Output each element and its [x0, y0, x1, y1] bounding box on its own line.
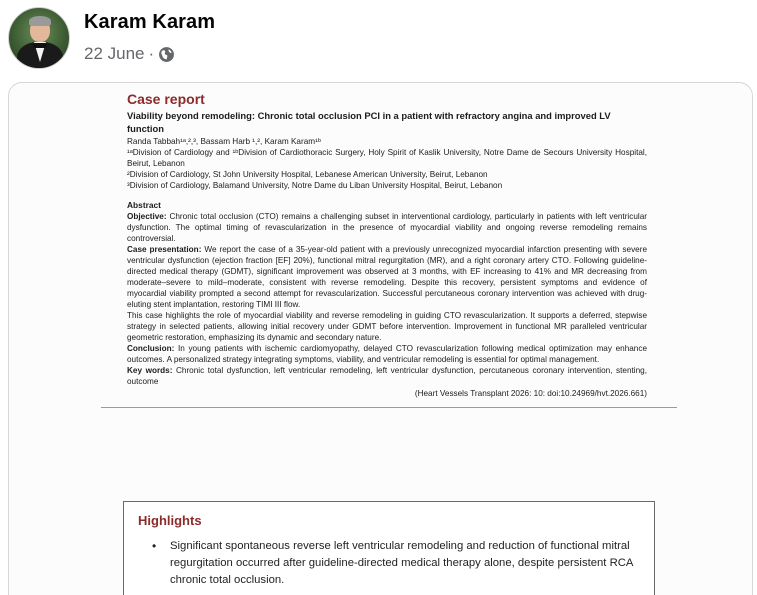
case-text: We report the case of a 35-year-old patient with a previously unrecognized myocardial infarction presenting with severe ventricular dysfunction (ejection fraction [EF] 20%), functional mitral regurgitation (MR), and a right coronary artery CTO. Following guideline-directed medical therapy (GDMT), significant improvement was observed at 3 months, with EF increasing to 41% and MR decreasing from moderate–severe to mild–moderate, consistent with reverse remodeling. Despite this recovery, persistent symptoms and evidence of myocardial viability prompted a second attempt for revascularization. Successful percutaneous coronary intervention was achieved with drug-eluting stent implantation, restoring TIMI III flow.	[127, 245, 647, 309]
abstract-objective	[127, 211, 647, 244]
author-name[interactable]: Karam Karam	[84, 11, 216, 33]
conclusion-text: In young patients with ischemic cardiomyopathy, delayed CTO revascularization following medical optimization may enhance outcomes. A personalized strategy integrating symptoms, viability, and ventricular remodeling is essential for optimal management.	[127, 344, 647, 364]
abstract-heading: Abstract	[127, 200, 161, 210]
post-image[interactable]	[8, 82, 753, 595]
highlights-box	[123, 501, 655, 595]
globe-icon[interactable]	[158, 46, 175, 63]
avatar-hair	[29, 16, 51, 26]
highlights-title: Highlights	[138, 513, 202, 528]
paper-title: Viability beyond remodeling: Chronic total occlusion PCI in a patient with refractory angina and improved LV function	[127, 110, 611, 134]
post-date[interactable]: 22 June	[84, 44, 145, 63]
keywords-label: Key words:	[127, 366, 173, 375]
case-label: Case presentation:	[127, 245, 202, 254]
abstract-conclusion	[127, 343, 647, 365]
objective-label: Objective:	[127, 212, 167, 221]
meta-separator: ·	[148, 44, 155, 63]
abstract-keywords	[127, 365, 647, 387]
conclusion-label: Conclusion:	[127, 344, 175, 353]
citation: (Heart Vessels Transplant 2026: 10: doi:10.24969/hvt.2026.661)	[414, 389, 647, 398]
affiliation-1: ¹ᵃDivision of Cardiology and ¹ᵇDivision of Cardiothoracic Surgery, Holy Spirit of Kaslik University, Notre Dame de Secours University Hospital, Beirut, Lebanon	[127, 148, 647, 168]
affiliation-2: ²Division of Cardiology, St John University Hospital, Lebanese American University, Beirut, Lebanon	[127, 170, 488, 179]
paper-page	[101, 91, 677, 408]
post-meta	[84, 44, 175, 64]
affiliation-3: ³Division of Cardiology, Balamand University, Notre Dame du Liban University Hospital, Beirut, Lebanon	[127, 181, 503, 190]
section-label: Case report	[127, 91, 205, 107]
abstract-case-2: This case highlights the role of myocardial viability and reverse remodeling in guiding CTO revascularization. It supports a deferred, stepwise strategy in selected patients, allowing initial recovery under GDMT before intervention. Improvement in functional MR paralleled ventricular geometric restoration, emphasizing its dynamic and secondary nature.	[127, 311, 647, 342]
highlight-item: • Significant spontaneous reverse left ventricular remodeling and reduction of functional mitral regurgitation occurred after guideline-directed medical therapy alone, despite persistent RCA chronic total occlusion.	[150, 538, 640, 589]
abstract-case	[127, 244, 647, 310]
avatar-bowtie	[33, 43, 47, 48]
objective-text: Chronic total occlusion (CTO) remains a challenging subset in interventional cardiology, particularly in patients with left ventricular dysfunction. The optimal timing of revascularization in the presence of myocardial viability and ongoing reverse remodeling remains controversial.	[127, 212, 647, 243]
post-header	[0, 0, 757, 80]
highlights-list	[150, 538, 640, 589]
keywords-text: Chronic total dysfunction, left ventricular remodeling, left ventricular dysfunction, percutaneous coronary intervention, stenting, outcome	[127, 366, 647, 386]
author-avatar[interactable]	[8, 7, 70, 69]
paper-authors: Randa Tabbah¹ᵃ,²,³, Bassam Harb ¹,², Karam Karam¹ᵇ	[127, 137, 321, 146]
divider	[101, 407, 677, 408]
